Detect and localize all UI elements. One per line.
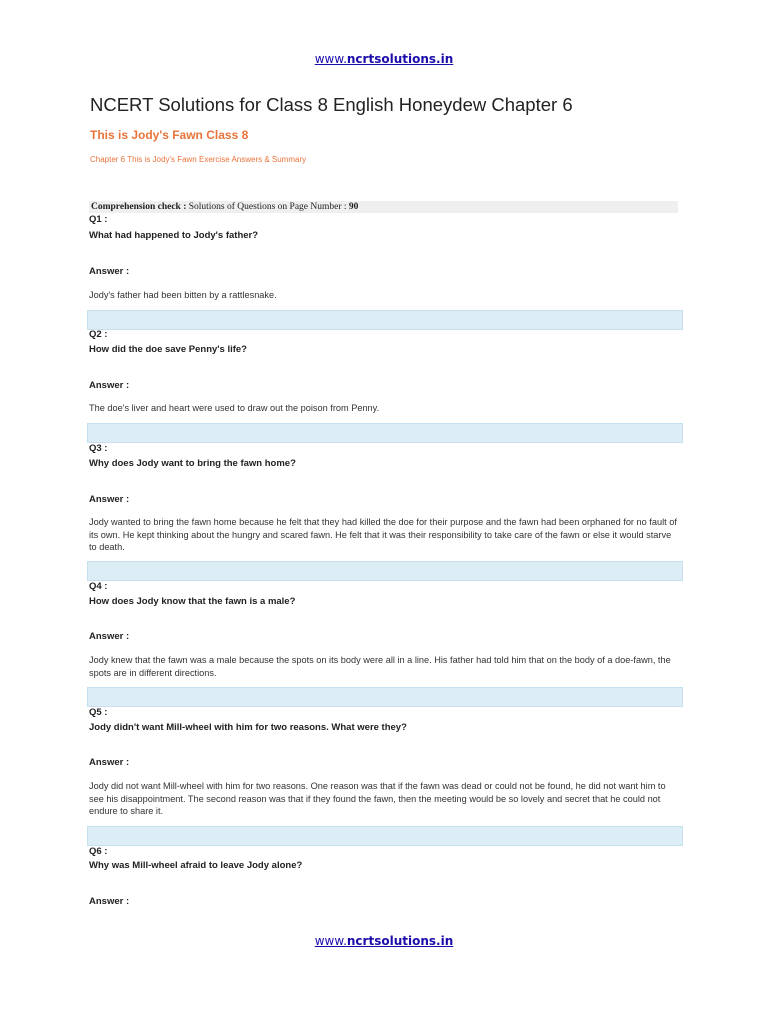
question-number: Q1 : xyxy=(89,214,108,225)
answer-label: Answer : xyxy=(89,631,130,642)
question-text: How does Jody know that the fawn is a male? xyxy=(89,596,296,607)
answer-label: Answer : xyxy=(89,896,130,907)
site-link-prefix: www. xyxy=(314,52,347,66)
answer-text: Jody knew that the fawn was a male because the spots on its body were all in a line. His father had told him that on the body of a doe-fawn, the spots are in different directions. xyxy=(89,655,671,678)
site-link-top[interactable] xyxy=(0,52,768,66)
site-link-domain: ncrtsolutions.in xyxy=(346,52,454,66)
comprehension-label: Comprehension check : xyxy=(91,202,187,212)
site-link-bottom[interactable] xyxy=(0,934,768,948)
answer-label: Answer : xyxy=(89,494,130,505)
answer-label: Answer : xyxy=(89,757,130,768)
answer-text: Jody wanted to bring the fawn home because he felt that they had killed the doe for their purpose and the fawn had been orphaned for no fault of its own. He kept thinking about the hungry and scared fawn. He felt that it was their responsibility to take care of the fawn or else it would starve to death. xyxy=(89,517,677,552)
site-link-prefix: www. xyxy=(314,934,347,948)
answer-label: Answer : xyxy=(89,266,130,277)
summary-link[interactable]: Chapter 6 This is Jody's Fawn Exercise Answers & Summary xyxy=(90,155,307,164)
question-separator xyxy=(87,687,683,707)
question-text: Why does Jody want to bring the fawn home? xyxy=(89,458,296,469)
question-separator xyxy=(87,423,683,443)
question-separator xyxy=(87,310,683,330)
answer-text: Jody did not want Mill-wheel with him for two reasons. One reason was that if the fawn was dead or could not be found, he did not want him to see his disappointment. The second reason was that if they found the fawn, then the meeting would be so lovely and secret that he could not endure to share it. xyxy=(89,781,666,816)
question-number: Q3 : xyxy=(89,443,108,454)
question-text: How did the doe save Penny's life? xyxy=(89,344,247,355)
question-number: Q6 : xyxy=(89,846,108,857)
question-text: Jody didn't want Mill-wheel with him for two reasons. What were they? xyxy=(89,722,407,733)
question-text: Why was Mill-wheel afraid to leave Jody alone? xyxy=(89,860,303,871)
site-link-domain: ncrtsolutions.in xyxy=(346,934,454,948)
comprehension-page: 90 xyxy=(348,202,359,212)
question-separator xyxy=(87,826,683,846)
question-number: Q2 : xyxy=(89,329,108,340)
page-title: NCERT Solutions for Class 8 English Honeydew Chapter 6 xyxy=(90,94,573,115)
question-separator xyxy=(87,561,683,581)
question-number: Q5 : xyxy=(89,707,108,718)
comprehension-text: Solutions of Questions on Page Number : xyxy=(186,202,349,212)
comprehension-bar xyxy=(89,201,678,213)
chapter-subtitle: This is Jody's Fawn Class 8 xyxy=(90,128,249,142)
question-text: What had happened to Jody's father? xyxy=(89,230,259,241)
answer-text: The doe's liver and heart were used to draw out the poison from Penny. xyxy=(89,403,380,413)
question-number: Q4 : xyxy=(89,581,108,592)
answer-text: Jody's father had been bitten by a rattlesnake. xyxy=(89,290,277,300)
answer-label: Answer : xyxy=(89,380,130,391)
